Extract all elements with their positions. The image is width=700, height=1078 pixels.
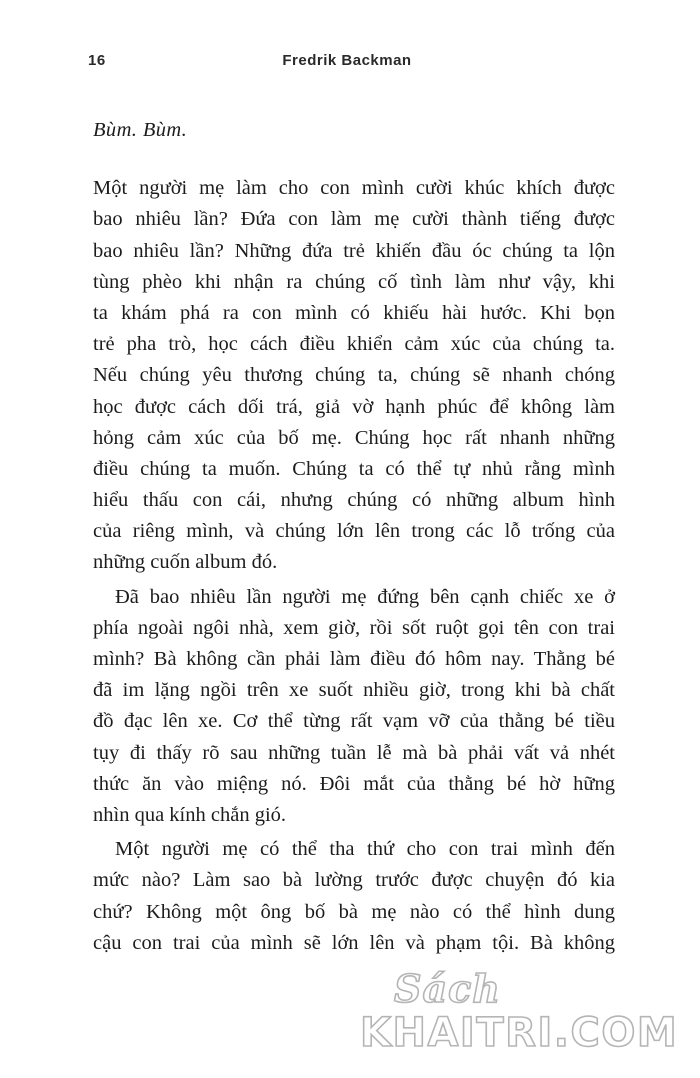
text-line: bao nhiêu lần? Những đứa trẻ khiến đầu óc chúng ta lộn [93, 239, 615, 262]
text-line: chứ? Không một ông bố bà mẹ nào có thể hình dung [93, 900, 615, 923]
text-line: Một người mẹ làm cho con mình cười khúc khích được [93, 177, 615, 200]
body-text [93, 115, 615, 959]
text-line: học được cách dối trá, giả vờ hạnh phúc để không làm [93, 395, 615, 418]
text-line: Đã bao nhiêu lần người mẹ đứng bên cạnh chiếc xe ở [115, 585, 615, 608]
text-line: những cuốn album đó. [93, 551, 278, 574]
text-line: đã im lặng ngồi trên xe suốt nhiều giờ, trong khi bà chất [93, 679, 615, 702]
text-line: Nếu chúng yêu thương chúng ta, chúng sẽ nhanh chóng [93, 364, 615, 387]
running-header-author: Fredrik Backman [282, 52, 412, 69]
text-line: mình? Bà không cần phải làm điều đó hôm nay. Thằng bé [93, 648, 615, 670]
text-line: Bùm. Bùm. [93, 119, 188, 141]
text-line: Một người mẹ có thể tha thứ cho con trai mình đến [115, 838, 615, 861]
text-line: hiểu thấu con cái, nhưng chúng có những album hình [93, 489, 615, 512]
watermark-script-text: Sách [394, 966, 501, 1011]
text-line: điều chúng ta muốn. Chúng ta có thể tự nhủ rằng mình [93, 457, 615, 480]
text-line: trẻ pha trò, học cách điều khiển cảm xúc của chúng ta. [93, 333, 615, 356]
text-line: ta khám phá ra con mình có khiếu hài hước. Khi bọn [93, 301, 615, 324]
page-number: 16 [88, 52, 106, 69]
text-line: hỏng cảm xúc của bố mẹ. Chúng học rất nhanh những [93, 426, 615, 449]
text-line: phía ngoài ngôi nhà, xem giờ, rồi sốt ruột gọi tên con trai [93, 616, 615, 639]
text-line: của riêng mình, và chúng lớn lên trong các lỗ trống của [93, 520, 615, 543]
text-line: mức nào? Làm sao bà lường trước được chuyện đó kia [93, 869, 615, 892]
text-line: nhìn qua kính chắn gió. [93, 803, 287, 826]
watermark-logo [360, 966, 685, 1066]
running-header [88, 52, 606, 76]
text-line: bao nhiêu lần? Đứa con làm mẹ cười thành tiếng được [93, 208, 615, 231]
text-line: tụy đi thấy rõ sau những tuần lễ mà bà phải vất vả nhét [93, 741, 615, 764]
text-line: tùng phèo khi nhận ra chúng cố tình làm như vậy, khi [93, 270, 615, 293]
watermark-site-text: KHAITRI.COM [360, 1010, 679, 1056]
text-line: đồ đạc lên xe. Cơ thể từng rất vạm vỡ của thằng bé tiều [93, 710, 615, 733]
text-line: thức ăn vào miệng nó. Đôi mắt của thằng bé hờ hững [93, 772, 615, 795]
text-line: cậu con trai của mình sẽ lớn lên và phạm tội. Bà không [93, 931, 615, 954]
